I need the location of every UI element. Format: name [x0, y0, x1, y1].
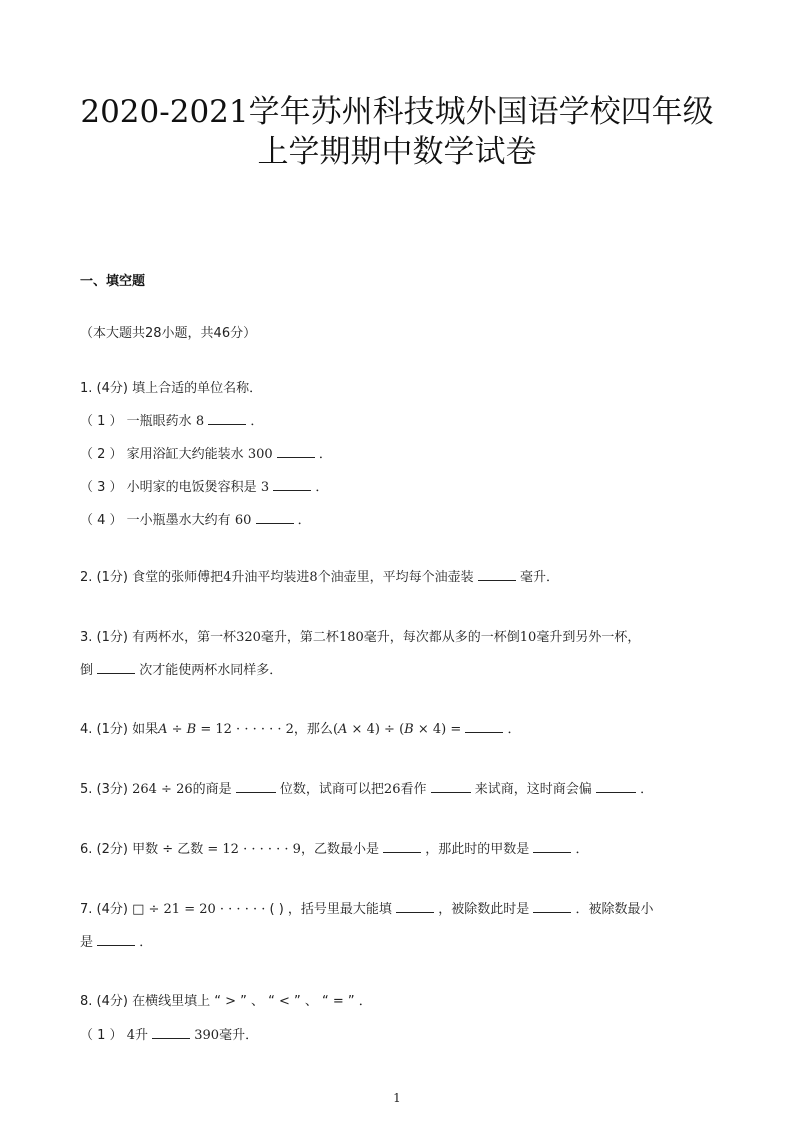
number: 390 [194, 1028, 220, 1043]
punct: ． [507, 722, 521, 737]
answer-blank[interactable] [208, 412, 246, 425]
number: 3 [260, 480, 270, 495]
answer-blank[interactable] [273, 478, 311, 491]
part-label: （ 1 ） 一瓶眼药水 [80, 414, 192, 429]
text: 位数，试商可以把 [279, 782, 384, 797]
answer-blank[interactable] [97, 661, 135, 674]
text: 5. (3分) [80, 782, 128, 797]
answer-blank[interactable] [396, 900, 434, 913]
number: 4 [223, 570, 232, 585]
question-1-part-2 [80, 443, 332, 462]
text: ．被除数最小 [575, 902, 654, 917]
paren: ( ) [265, 902, 288, 917]
answer-blank[interactable] [478, 568, 516, 581]
text: 来试商，这时商会偏 [474, 782, 592, 797]
text: ，乙数最小是 [300, 842, 379, 857]
answer-blank[interactable] [97, 933, 135, 946]
number: 8 [309, 570, 318, 585]
document-title-line-2: 上学期期中数学试卷 [257, 134, 537, 170]
question-3-line-1 [80, 626, 640, 645]
unit: 升 [134, 1028, 148, 1043]
text: ，括号里最大能填 [287, 902, 392, 917]
punct: ． [139, 935, 153, 950]
question-1-part-1 [80, 410, 263, 429]
text: ，那么 [293, 722, 333, 737]
number: 60 [234, 513, 252, 528]
answer-blank[interactable] [465, 720, 503, 733]
text: ，被除数此时是 [438, 902, 530, 917]
text: 次才能使两杯水同样多． [139, 663, 283, 678]
question-1-part-3 [80, 476, 328, 495]
section-note: （本大题共28小题，共46分） [80, 326, 257, 341]
text: 7. (4分) [80, 902, 128, 917]
text: 毫升，每次都从多的一杯倒 [363, 630, 520, 645]
formula-2: (A × 4) ÷ (B × 4) = [332, 722, 462, 737]
part-label: （ 1 ） [80, 1028, 123, 1043]
number: 8 [195, 414, 205, 429]
number: 320 [236, 630, 261, 645]
answer-blank[interactable] [277, 445, 315, 458]
answer-blank[interactable] [533, 840, 571, 853]
punct: ． [640, 782, 654, 797]
formula: = 12 · · · · · · 9 [203, 842, 301, 857]
punct: ． [575, 842, 589, 857]
text: 毫升，第二杯 [260, 630, 339, 645]
text: ，那此时的甲数是 [425, 842, 530, 857]
question-8-part-1 [80, 1024, 258, 1043]
part-label: （ 3 ） 小明家的电饭煲容积是 [80, 480, 257, 495]
answer-blank[interactable] [236, 780, 276, 793]
answer-blank[interactable] [596, 780, 636, 793]
text: 2. (1分) 食堂的张师傅把 [80, 570, 224, 585]
text: 是 [80, 935, 94, 950]
text: 3. (1分) 有两杯水，第一杯 [80, 630, 237, 645]
question-5 [80, 778, 653, 797]
text: 毫升到另外一杯， [536, 630, 641, 645]
question-8-head: 8. (4分) 在横线里填上 “ > ” 、 “ < ” 、 “ = ” ． [80, 994, 372, 1009]
punct: ． [250, 414, 264, 429]
text: 6. (2分) 甲数 ÷ 乙数 [80, 842, 204, 857]
number: 10 [519, 630, 537, 645]
part-label: （ 2 ） 家用浴缸大约能装水 [80, 447, 244, 462]
text: 毫升． [519, 570, 559, 585]
question-7-line-2 [80, 931, 152, 950]
formula: □ ÷ 21 = 20 · · · · · · [132, 902, 266, 917]
answer-blank[interactable] [256, 511, 294, 524]
unit: 毫升． [219, 1028, 259, 1043]
document-title-line-1: 2020-2021学年苏州科技城外国语学校四年级 [80, 94, 714, 130]
text: 的商是 [192, 782, 232, 797]
question-1-head: 1. (4分) 填上合适的单位名称． [80, 381, 263, 396]
text: 看作 [400, 782, 427, 797]
question-7-line-1 [80, 898, 654, 917]
question-1-part-4 [80, 509, 311, 528]
punct: ． [315, 480, 329, 495]
text: 倒 [80, 663, 94, 678]
text: 升油平均装进 [231, 570, 310, 585]
punct: ． [318, 447, 332, 462]
answer-blank[interactable] [383, 840, 421, 853]
question-3-line-2 [80, 659, 282, 678]
question-2 [80, 566, 559, 585]
number: 26 [383, 782, 401, 797]
number: 300 [247, 447, 273, 462]
answer-blank[interactable] [152, 1026, 190, 1039]
answer-blank[interactable] [533, 900, 571, 913]
question-4 [80, 718, 521, 737]
answer-blank[interactable] [431, 780, 471, 793]
text: 4. (1分) 如果 [80, 722, 159, 737]
number: 4 [126, 1028, 135, 1043]
punct: ． [297, 513, 311, 528]
section-heading: 一、填空题 [80, 274, 146, 289]
text: 个油壶里，平均每个油壶装 [317, 570, 474, 585]
question-6 [80, 838, 589, 857]
formula: 264 ÷ 26 [132, 782, 193, 797]
number: 180 [338, 630, 364, 645]
part-label: （ 4 ） 一小瓶墨水大约有 [80, 513, 231, 528]
page-number: 1 [393, 1091, 401, 1105]
formula: A ÷ B = 12 · · · · · · 2 [158, 722, 294, 737]
